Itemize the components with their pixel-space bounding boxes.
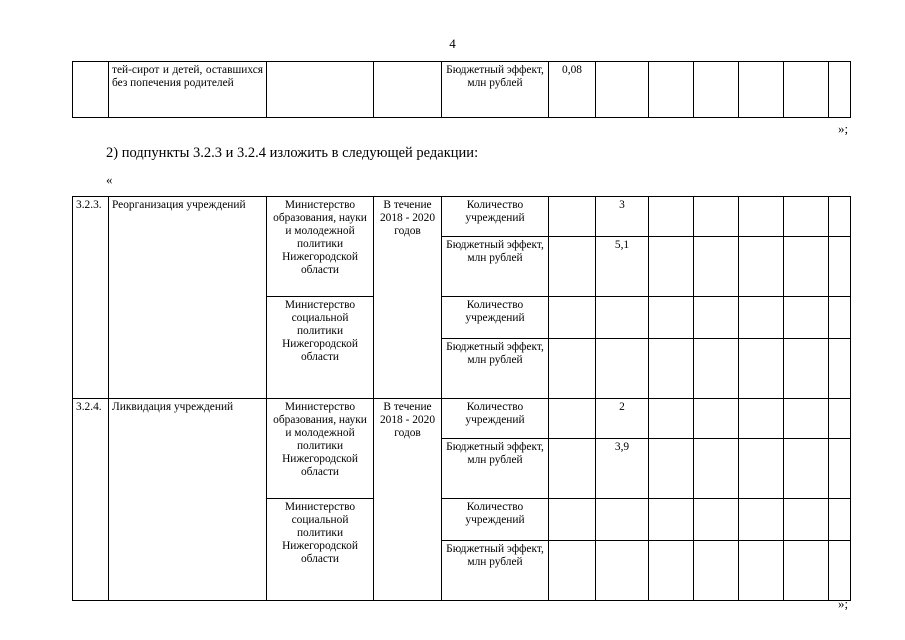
table-row [73,197,851,237]
table-cell [649,339,694,399]
table-cell [739,297,784,339]
table-cell [549,339,596,399]
table-cell [784,197,829,237]
table-cell [739,339,784,399]
table-cell [829,499,851,541]
table-cell [739,62,784,118]
table-cell [694,62,739,118]
table-cell [829,237,851,297]
table-cell [649,499,694,541]
top-table-num-cell [73,62,109,118]
table-cell [829,339,851,399]
table-cell [549,197,596,237]
indicator-label: Бюджетный эффект, млн рублей [442,439,549,499]
closing-quote-1: »; [838,121,849,136]
table-cell [739,197,784,237]
indicator-value [596,541,649,601]
executor-name: Министерство социальной политики Нижегородской области [267,499,374,601]
executor-name: Министерство социальной политики Нижегородской области [267,297,374,399]
table-cell [549,541,596,601]
table-cell [694,339,739,399]
table-cell [784,237,829,297]
table-cell [649,62,694,118]
table-cell [694,541,739,601]
top-table-executor-cell [267,62,374,118]
page-number: 4 [449,36,456,51]
indicator-value: 2 [596,399,649,439]
table-cell [784,499,829,541]
table-cell [549,297,596,339]
table-cell [829,197,851,237]
table-cell [739,237,784,297]
table-cell [694,297,739,339]
table-cell [739,499,784,541]
row-name: Реорганизация учреждений [109,197,267,399]
table-cell [784,339,829,399]
table-cell [649,439,694,499]
table-row [73,399,851,439]
period: В течение 2018 - 2020 годов [374,399,442,601]
table-cell [649,541,694,601]
indicator-value [596,297,649,339]
indicator-value [596,339,649,399]
table-cell [649,237,694,297]
table-cell [549,439,596,499]
top-table-period-cell [374,62,442,118]
top-table-indicator: Бюджетный эффект, млн рублей [442,62,549,118]
indicator-label: Количество учреждений [442,399,549,439]
table-cell [739,399,784,439]
period: В течение 2018 - 2020 годов [374,197,442,399]
indicator-label: Бюджетный эффект, млн рублей [442,541,549,601]
table-cell [739,541,784,601]
table-cell [829,62,851,118]
top-table [72,61,851,118]
row-number: 3.2.4. [73,399,109,601]
table-cell [694,499,739,541]
table-cell [784,541,829,601]
table-cell [596,62,649,118]
table-cell [694,439,739,499]
table-cell [829,541,851,601]
row-name: Ликвидация учреждений [109,399,267,601]
top-table-value: 0,08 [549,62,596,118]
top-table-description: тей-сирот и детей, оставшихся без попечения родителей [109,62,267,118]
table-cell [829,399,851,439]
table-cell [784,439,829,499]
closing-quote-2: »; [838,596,849,611]
indicator-value: 5,1 [596,237,649,297]
main-table [72,196,851,601]
table-cell [649,197,694,237]
indicator-label: Бюджетный эффект, млн рублей [442,339,549,399]
instruction-text: 2) подпункты 3.2.3 и 3.2.4 изложить в следующей редакции: [106,145,479,161]
table-cell [694,399,739,439]
table-cell [694,237,739,297]
table-cell [784,62,829,118]
indicator-value: 3 [596,197,649,237]
indicator-label: Бюджетный эффект, млн рублей [442,237,549,297]
indicator-label: Количество учреждений [442,197,549,237]
indicator-label: Количество учреждений [442,297,549,339]
indicator-label: Количество учреждений [442,499,549,541]
table-cell [549,399,596,439]
table-cell [829,439,851,499]
table-cell [549,499,596,541]
table-cell [649,399,694,439]
table-cell [784,297,829,339]
table-cell [784,399,829,439]
row-number: 3.2.3. [73,197,109,399]
table-cell [739,439,784,499]
indicator-value [596,499,649,541]
executor-name: Министерство образования, науки и молодежной политики Нижегородской области [267,197,374,297]
executor-name: Министерство образования, науки и молодежной политики Нижегородской области [267,399,374,499]
opening-quote: « [106,172,113,187]
table-cell [694,197,739,237]
table-cell [829,297,851,339]
table-cell [549,237,596,297]
indicator-value: 3,9 [596,439,649,499]
table-cell [649,297,694,339]
